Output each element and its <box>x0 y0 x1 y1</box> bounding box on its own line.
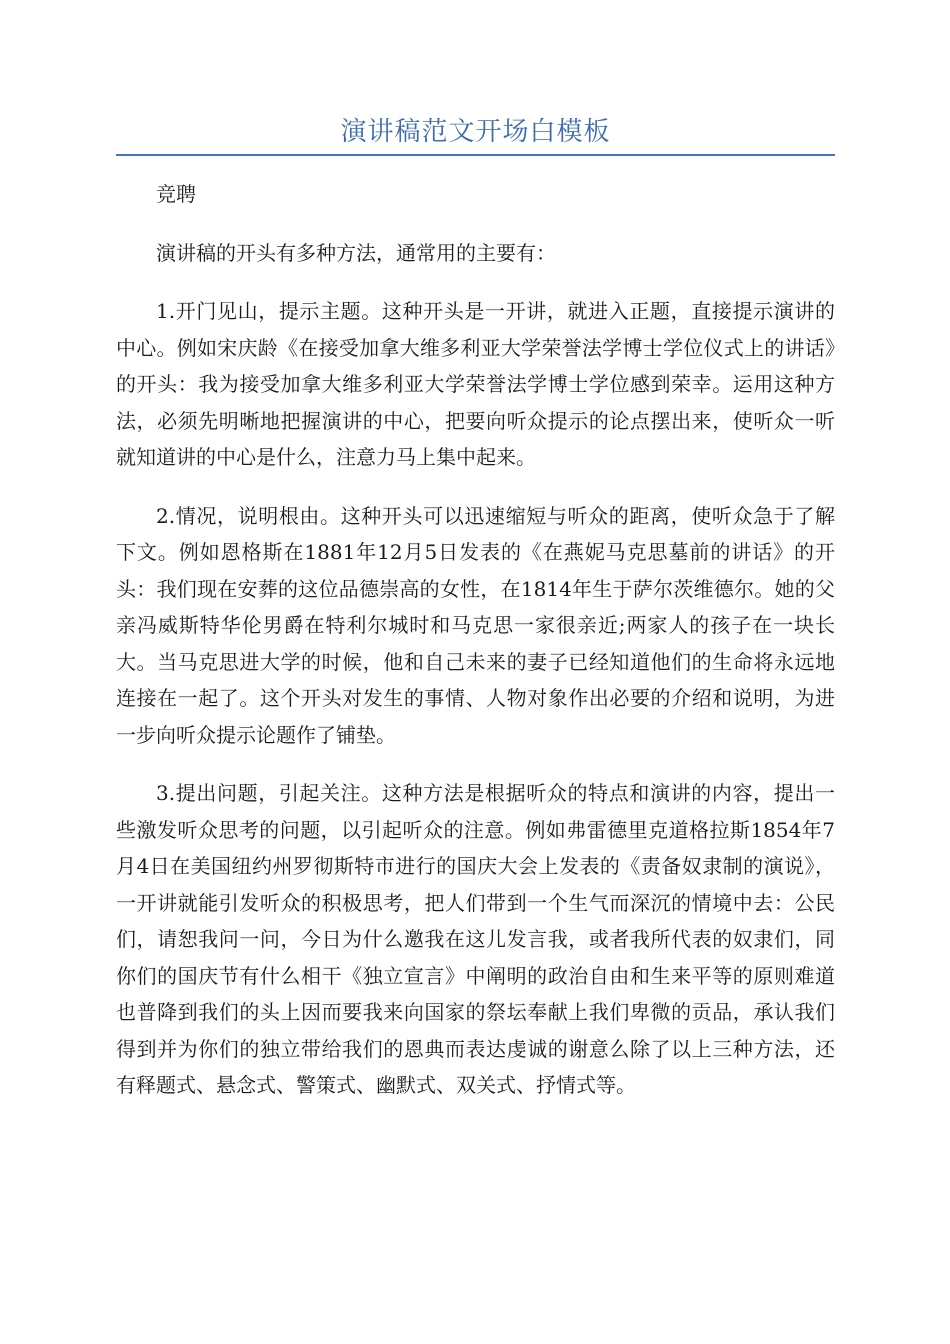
paragraph-intro: 演讲稿的开头有多种方法，通常用的主要有： <box>156 240 556 265</box>
document-body <box>116 176 835 1126</box>
paragraph-method-1: 1.开门见山，提示主题。这种开头是一开讲，就进入正题，直接提示演讲的中心。例如宋庆龄《在接受加拿大维多利亚大学荣誉法学博士学位仪式上的讲话》的开头：我为接受加拿大维多利亚大学荣誉法学博士学位感到荣幸。运用这种方法，必须先明晰地把握演讲的中心，把要向听众提示的论点摆出来，使听众一听就知道讲的中心是什么，注意力马上集中起来。 <box>116 299 835 469</box>
title-underline-divider <box>116 154 835 156</box>
paragraph-method-3: 3.提出问题，引起关注。这种方法是根据听众的特点和演讲的内容，提出一些激发听众思考的问题，以引起听众的注意。例如弗雷德里克道格拉斯1854年7月4日在美国纽约州罗彻斯特市进行的国庆大会上发表的《责备奴隶制的演说》，一开讲就能引发听众的积极思考，把人们带到一个生气而深沉的情境中去：公民们，请恕我问一问，今日为什么邀我在这儿发言我，或者我所代表的奴隶们，同你们的国庆节有什么相干《独立宣言》中阐明的政治自由和生来平等的原则难道也普降到我们的头上因而要我来向国家的祭坛奉献上我们卑微的贡品，承认我们得到并为你们的独立带给我们的恩典而表达虔诚的谢意么除了以上三种方法，还有释题式、悬念式、警策式、幽默式、双关式、抒情式等。 <box>116 781 835 1097</box>
paragraph-method-2: 2.情况，说明根由。这种开头可以迅速缩短与听众的距离，使听众急于了解下文。例如恩格斯在1881年12月5日发表的《在燕妮马克思墓前的讲话》的开头：我们现在安葬的这位品德崇高的女性，在1814年生于萨尔茨维德尔。她的父亲冯威斯特华伦男爵在特利尔城时和马克思一家很亲近;两家人的孩子在一块长大。当马克思进大学的时候，他和自己未来的妻子已经知道他们的生命将永远地连接在一起了。这个开头对发生的事情、人物对象作出必要的介绍和说明，为进一步向听众提示论题作了铺垫。 <box>116 503 835 747</box>
document-title: 演讲稿范文开场白模板 <box>340 117 611 147</box>
paragraph-label-jingpin: 竞聘 <box>156 182 196 206</box>
